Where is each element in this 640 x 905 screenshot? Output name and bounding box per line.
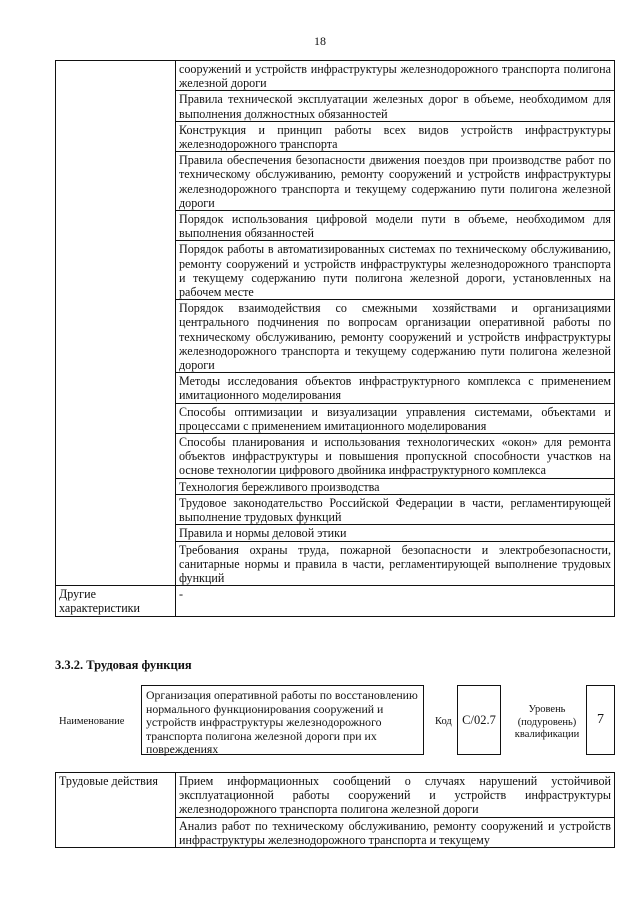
qualification-level: 7 bbox=[586, 685, 615, 755]
other-characteristics-value: - bbox=[176, 586, 615, 616]
knowledge-requirements-table bbox=[55, 60, 615, 617]
requirement-item: Требования охраны труда, пожарной безопасности и электробезопасности, санитарные нормы и правила в части, регламентирующей выполнение трудовых функций bbox=[176, 541, 615, 586]
other-characteristics-label: Другие характеристики bbox=[56, 586, 176, 616]
page-number: 18 bbox=[314, 34, 326, 48]
labor-actions-label: Трудовые действия bbox=[56, 773, 176, 848]
labor-function-code: С/02.7 bbox=[457, 685, 501, 755]
requirement-item: сооружений и устройств инфраструктуры железнодорожного транспорта полигона железной дороги bbox=[176, 61, 615, 91]
section-heading: 3.3.2. Трудовая функция bbox=[55, 658, 192, 672]
labor-action-item: Анализ работ по техническому обслуживанию, ремонту сооружений и устройств инфраструктуры железнодорожного транспорта и текущему bbox=[176, 817, 615, 847]
requirement-item: Способы оптимизации и визуализации управления системами, объектами и процессами с применением имитационного моделирования bbox=[176, 403, 615, 433]
requirement-item: Порядок взаимодействия со смежными хозяйствами и организациями центрального подчинения по вопросам организации оперативной работы по техническому обслуживанию, ремонту сооружений и устройств инфраструктуры железнодорожного транспорта и текущему содержанию пути полигона железной дороги bbox=[176, 300, 615, 373]
table-row bbox=[56, 586, 615, 616]
code-label: Код bbox=[435, 716, 452, 727]
row-label-empty bbox=[56, 61, 176, 586]
requirement-item: Трудовое законодательство Российской Федерации в части, регламентирующей выполнение трудовых функций bbox=[176, 494, 615, 524]
requirement-item: Конструкция и принцип работы всех видов устройств инфраструктуры железнодорожного транспорта bbox=[176, 121, 615, 151]
requirement-item: Порядок использования цифровой модели пути в объеме, необходимом для выполнения обязанностей bbox=[176, 211, 615, 241]
requirement-item: Методы исследования объектов инфраструктурного комплекса с применением имитационного моделирования bbox=[176, 373, 615, 403]
labor-action-item: Прием информационных сообщений о случаях нарушений устойчивой эксплуатационной работы сооружений и устройств инфраструктуры железнодорожного транспорта полигона железной дороги bbox=[176, 773, 615, 818]
requirement-item: Правила технической эксплуатации железных дорог в объеме, необходимом для выполнения должностных обязанностей bbox=[176, 91, 615, 121]
labor-function-name: Организация оперативной работы по восстановлению нормального функционирования сооружений и устройств инфраструктуры железнодорожного транспорта полигона железной дороги при их повреждениях bbox=[141, 685, 424, 755]
requirement-item: Способы планирования и использования технологических «окон» для ремонта объектов инфраструктуры и повышения пропускной способности участков на основе технологии цифрового двойника инфраструктурного комплекса bbox=[176, 434, 615, 479]
requirement-item: Правила и нормы деловой этики bbox=[176, 525, 615, 541]
table-row bbox=[56, 773, 615, 818]
labor-function-header bbox=[55, 680, 615, 762]
qualification-level-label: Уровень (подуровень) квалификации bbox=[514, 704, 580, 740]
labor-actions-table bbox=[55, 772, 615, 848]
requirement-item: Правила обеспечения безопасности движения поездов при производстве работ по техническому обслуживанию, ремонту сооружений и устройств инфраструктуры железнодорожного транспорта и текущему содержанию пути полигона железной дороги bbox=[176, 152, 615, 211]
name-label: Наименование bbox=[59, 716, 125, 727]
table-row bbox=[56, 61, 615, 91]
requirement-item: Порядок работы в автоматизированных системах по техническому обслуживанию, ремонту сооружений и устройств инфраструктуры железнодорожного транспорта и текущему содержанию пути полигона железной дороги, установленных на рабочем месте bbox=[176, 241, 615, 300]
requirement-item: Технология бережливого производства bbox=[176, 478, 615, 494]
